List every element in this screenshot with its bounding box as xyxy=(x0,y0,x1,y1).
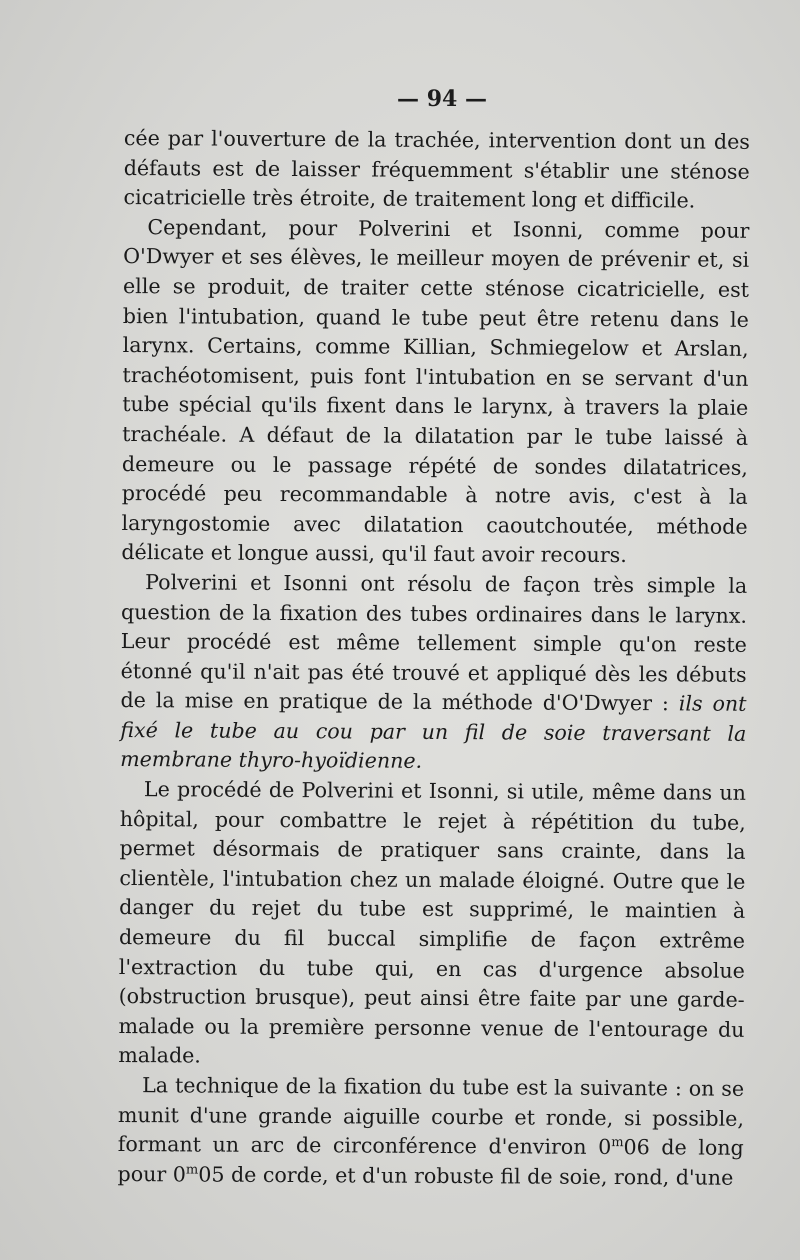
paragraph xyxy=(123,124,750,217)
paragraph-text: Le procédé de Polverini et Isonni, si utile, même dans un hôpital, pour combattre le rejet à répétition du tube, permet désormais de pratiquer sans crainte, dans la clientèle, l'intubation chez un malade éloigné. Outre que le danger du rejet du tube est supprimé, le maintien à demeure du fil buccal simplifie de façon extrême l'extraction du tube qui, en cas d'urgence absolue (obstruction brusque), peut ainsi être faite par une garde-malade ou la première personne venue de l'entourage du malade. xyxy=(118,777,746,1068)
paragraph-text: La technique de la fixation du tube est la suivante : on se munit d'une grande aiguille courbe et ronde, si possible, formant un arc de circonférence d'environ 0 xyxy=(117,1073,745,1160)
paragraph-text: cée par l'ouverture de la trachée, intervention dont un des défauts est de laisser fréquemment s'établir une sténose cicatricielle très étroite, de traitement long et difficile. xyxy=(123,125,750,213)
paragraph xyxy=(118,775,746,1075)
italic-emphasis: ils ont fixé le tube au cou par un fil de soie traversant la membrane thyro-hyoïdienne. xyxy=(120,691,747,774)
page-number: — 94 — xyxy=(397,86,487,112)
paragraph-text: Cependant, pour Polverini et Isonni, comme pour O'Dwyer et ses élèves, le meilleur moyen de prévenir et, si elle se produit, de traiter cette sténose cicatricielle, est bien l'intubation, quand le tube peut être retenu dans le larynx. Certains, comme Killian, Schmiegelow et Arslan, trachéotomisent, puis font l'intubation en se servant d'un tube spécial qu'ils fixent dans le larynx, à travers la plaie trachéale. A défaut de la dilatation par le tube laissé à demeure ou le passage répété de sondes dilatatrices, procédé peu recommandable à notre avis, c'est à la laryngostomie avec dilatation caoutchoutée, méthode délicate et longue aussi, qu'il faut avoir recours. xyxy=(121,214,750,568)
paragraph-text: 05 de corde, et d'un robuste fil de soie, rond, d'une xyxy=(198,1162,734,1190)
paragraph xyxy=(121,213,749,572)
paragraph-text: Polverini et Isonni ont résolu de façon très simple la question de la fixation des tubes ordinaires dans le larynx. Leur procédé est même tellement simple qu'on reste étonné qu'il n'ait pas été trouvé et appliqué dès les débuts de la mise en pratique de la méthode d'O'Dwyer : xyxy=(120,570,748,716)
body-text xyxy=(117,124,749,1193)
paragraph xyxy=(120,568,747,779)
unit-superscript: m xyxy=(611,1135,624,1151)
paragraph-text: 06 de long pour 0 xyxy=(117,1135,744,1187)
paragraph xyxy=(117,1071,744,1193)
unit-superscript: m xyxy=(185,1162,199,1178)
